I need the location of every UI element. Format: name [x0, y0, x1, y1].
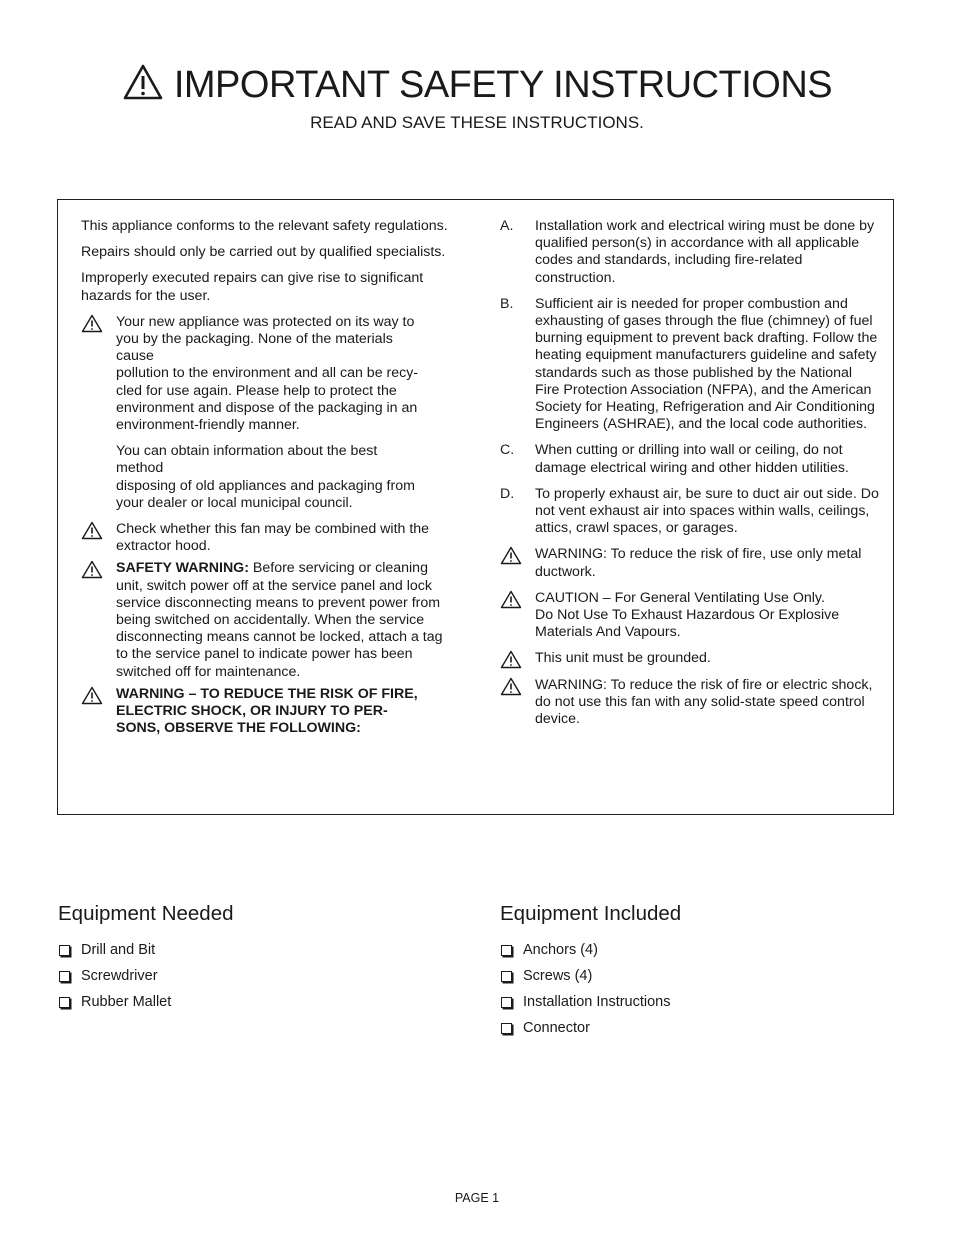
checkbox-icon	[501, 1023, 512, 1034]
warning-triangle-icon	[81, 560, 103, 584]
packaging-line: you by the packaging. None of the materials	[116, 331, 393, 348]
metal-ductwork-text: WARNING: To reduce the risk of fire, use only metal ductwork.	[535, 546, 862, 580]
warning-triangle-icon	[500, 590, 522, 614]
caution-line: CAUTION – For General Ventilating Use Only.	[535, 589, 825, 606]
packaging-line: cause	[116, 348, 154, 365]
warning-triangle-icon	[122, 63, 164, 112]
page-number: PAGE 1	[454, 1191, 500, 1205]
disposal-notice	[81, 443, 453, 512]
extractor-hood-text: Check whether this fan may be combined with the extractor hood.	[116, 521, 430, 555]
checkbox-icon	[501, 971, 512, 982]
ventilating-caution	[500, 590, 880, 642]
disposal-line: You can obtain information about the best	[116, 443, 378, 460]
checkbox-icon	[59, 997, 70, 1008]
checkbox-icon	[59, 945, 70, 956]
packaging-line: environment-friendly manner.	[116, 417, 300, 434]
page-title-text: IMPORTANT SAFETY INSTRUCTIONS	[173, 64, 833, 106]
equipment-needed-list	[58, 942, 171, 1020]
list-item-label: Screws (4)	[523, 968, 593, 984]
warning-triangle-icon	[81, 521, 103, 545]
safety-warning	[81, 560, 453, 680]
checkbox-icon	[501, 945, 512, 956]
intro-paragraph-1: This appliance conforms to the relevant safety regulations.	[81, 218, 448, 234]
fire-shock-warning-line: WARNING – TO REDUCE THE RISK OF FIRE,	[116, 685, 418, 702]
item-letter: B.	[500, 295, 514, 312]
list-item-label: Installation Instructions	[523, 994, 671, 1010]
list-item	[500, 942, 671, 959]
checkbox-icon	[59, 971, 70, 982]
list-item-label: Screwdriver	[81, 968, 158, 984]
item-text: Installation work and electrical wiring must be done by qualified person(s) in accordance with all applicable codes and standards, including fire-related construction.	[535, 218, 875, 286]
packaging-line: environment and dispose of the packaging in an	[116, 399, 418, 416]
safety-warning-text: Before servicing or cleaning unit, switch power off at the service panel and lock service disconnecting means to prevent power from being switched on accidentally. When the service disconnecting means cannot be locked, attach a tag to the service panel to indicate power has been switched off for maintenance.	[116, 560, 443, 680]
equipment-included-list	[500, 942, 671, 1046]
speed-control-warning	[500, 677, 880, 729]
safety-warning-label: SAFETY WARNING:	[116, 560, 249, 577]
fire-shock-warning	[81, 686, 453, 738]
list-item	[500, 994, 671, 1011]
list-item	[500, 1020, 671, 1037]
packaging-line: cled for use again. Please help to protect the	[116, 382, 397, 399]
metal-ductwork-warning	[500, 546, 880, 580]
safety-instructions-box	[57, 199, 894, 815]
equipment-included-title: Equipment Included	[500, 902, 682, 925]
intro-paragraph-2: Repairs should only be carried out by qualified specialists.	[81, 244, 446, 261]
intro-paragraph-3: Improperly executed repairs can give rise to significant hazards for the user.	[81, 270, 424, 304]
list-item-label: Anchors (4)	[523, 942, 598, 958]
checkbox-icon	[501, 997, 512, 1008]
lettered-item	[500, 442, 880, 476]
item-letter: D.	[500, 485, 515, 502]
warning-triangle-icon	[81, 686, 103, 710]
lettered-item	[500, 486, 880, 538]
safety-left-column	[81, 218, 453, 746]
disposal-line: disposing of old appliances and packaging from	[116, 477, 415, 494]
page-title	[0, 62, 954, 112]
list-item	[500, 968, 671, 985]
caution-line: Do Not Use To Exhaust Hazardous Or Explosive Materials And Vapours.	[535, 607, 840, 641]
item-letter: A.	[500, 218, 514, 234]
fire-shock-warning-line: SONS, OBSERVE THE FOLLOWING:	[116, 720, 361, 737]
item-letter: C.	[500, 442, 515, 459]
equipment-needed-title: Equipment Needed	[58, 902, 234, 925]
packaging-line: Your new appliance was protected on its way to	[116, 313, 415, 330]
warning-triangle-icon	[500, 650, 522, 674]
item-text: To properly exhaust air, be sure to duct air out side. Do not vent exhaust air into spaces within walls, ceilings, attics, crawl spaces, or garages.	[535, 485, 879, 537]
packaging-line: pollution to the environment and all can be recy-	[116, 365, 419, 382]
disposal-line: your dealer or local municipal council.	[116, 494, 353, 511]
item-text: When cutting or drilling into wall or ceiling, do not damage electrical wiring and other hidden utilities.	[535, 442, 849, 476]
list-item-label: Drill and Bit	[81, 942, 156, 958]
grounding-text: This unit must be grounded.	[535, 650, 711, 667]
warning-triangle-icon	[500, 677, 522, 701]
fire-shock-warning-line: ELECTRIC SHOCK, OR INJURY TO PER-	[116, 703, 388, 720]
list-item	[58, 994, 171, 1011]
speed-control-text: WARNING: To reduce the risk of fire or electric shock, do not use this fan with any solid-state speed control device.	[535, 676, 873, 728]
list-item	[58, 942, 171, 959]
extractor-hood-notice	[81, 521, 453, 555]
list-item	[58, 968, 171, 985]
page-subtitle: READ AND SAVE THESE INSTRUCTIONS.	[310, 113, 644, 132]
warning-triangle-icon	[500, 546, 522, 570]
warning-triangle-icon	[81, 314, 103, 338]
packaging-notice	[81, 314, 453, 434]
item-text: Sufficient air is needed for proper combustion and exhausting of gases through the flue (chimney) of fuel burning equipment to prevent back drafting. Follow the heating equipment manufacturers guideline and safety standards such as those published by the National Fire Protection Association (NFPA), and the American Society for Heating, Refrigeration and Air Conditioning Engineers (ASHRAE), and the local code authorities.	[535, 295, 878, 433]
safety-right-column	[500, 218, 880, 737]
disposal-line: method	[116, 460, 164, 477]
list-item-label: Connector	[523, 1020, 590, 1036]
list-item-label: Rubber Mallet	[81, 994, 172, 1010]
lettered-item	[500, 218, 880, 287]
lettered-item	[500, 296, 880, 434]
grounding-notice	[500, 650, 880, 667]
